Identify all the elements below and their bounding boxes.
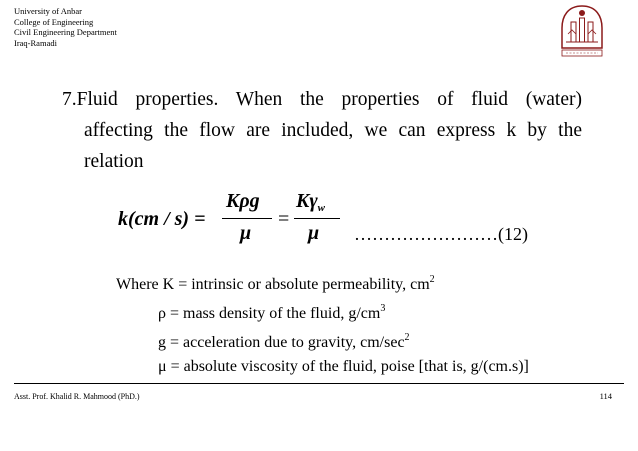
- formula-numerator-1: Kρg: [226, 190, 260, 212]
- fraction-bar-2: [294, 218, 340, 219]
- formula-lhs: k(cm / s) =: [118, 208, 206, 230]
- variable-definitions: [116, 268, 529, 379]
- formula-denominator-1: μ: [240, 222, 252, 244]
- formula-equals: =: [278, 208, 290, 230]
- page-number: 114: [599, 391, 612, 401]
- university-seal-icon: [558, 4, 606, 62]
- paragraph-line-1: 7.Fluid properties. When the properties of fluid (water): [62, 89, 582, 110]
- formula-denominator-2: μ: [308, 222, 320, 244]
- fraction-bar-1: [222, 218, 272, 219]
- definition-g: g = acceleration due to gravity, $cm/\sec^2$: [158, 332, 410, 351]
- fluid-properties-paragraph: [62, 84, 582, 177]
- definition-k: Where K = intrinsic or absolute permeability, $cm^2$: [116, 274, 435, 293]
- footer-divider: [14, 383, 624, 384]
- definition-mu: μ = absolute viscosity of the fluid, poise [that is, g/(cm.s)]: [158, 358, 529, 375]
- equation-number: ……………………(12): [354, 224, 528, 244]
- header-college: College of Engineering: [14, 16, 94, 27]
- paragraph-line-3: relation: [84, 151, 144, 172]
- institution-header: [14, 6, 117, 48]
- header-department: Civil Engineering Department: [14, 27, 117, 37]
- paragraph-line-2: affecting the flow are included, we can express k by the: [84, 120, 582, 141]
- header-university: University of Anbar: [14, 6, 82, 16]
- author-credit: Asst. Prof. Khalid R. Mahmood (PhD.): [14, 392, 140, 401]
- permeability-formula: [118, 188, 578, 248]
- header-location: Iraq-Ramadi: [14, 37, 57, 48]
- definition-rho: ρ = mass density of the fluid, $g/cm^3$: [158, 303, 386, 322]
- formula-numerator-2: $K\gamma_w$: [296, 190, 326, 214]
